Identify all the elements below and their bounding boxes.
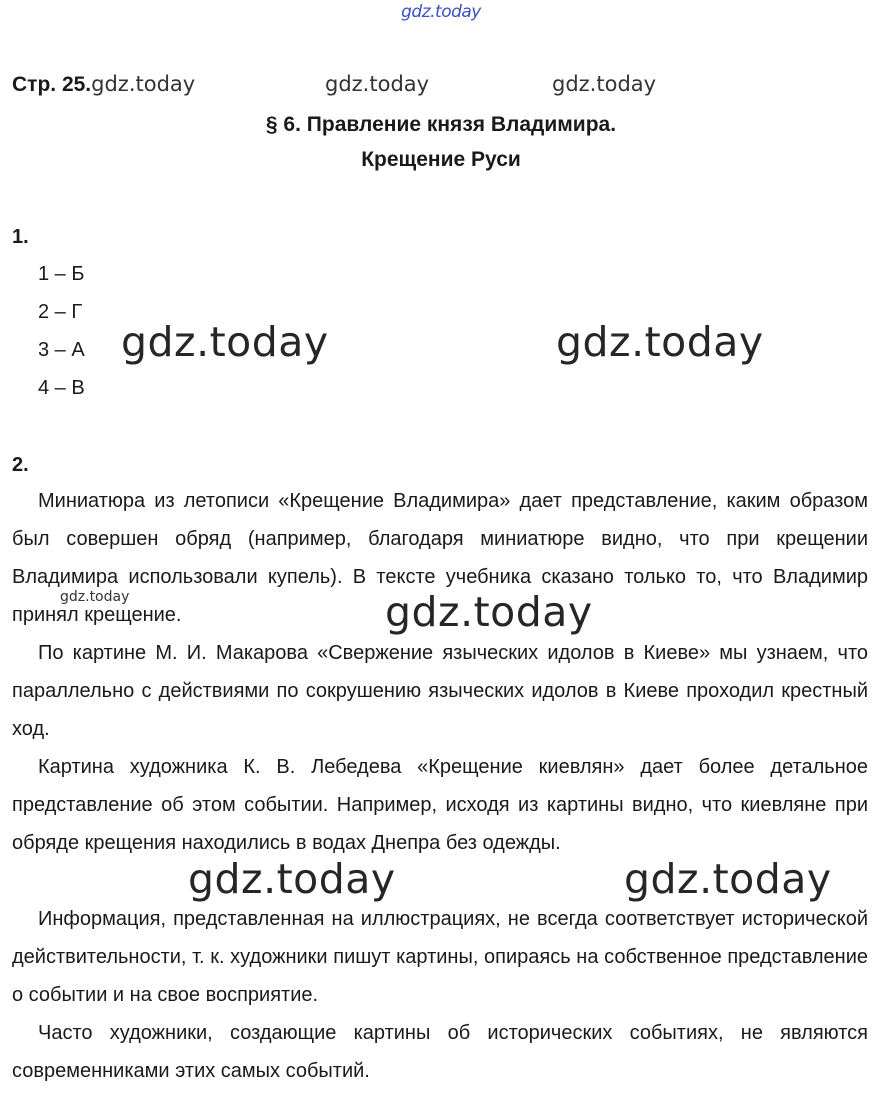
answer-item: 2 – Г xyxy=(38,301,83,323)
answer-paragraph: Информация, представленная на иллюстрациях, не всегда соответствует исторической действительности, т. к. художники пишут картины, опираясь на собственное представление о событии и на свое восприятие. xyxy=(12,908,868,1006)
answer-paragraph: Миниатюра из летописи «Крещение Владимира» дает представление, каким образом был совершен обряд (например, благодаря миниатюре видно, что при крещении Владимира использовали купель). В тексте учебника сказано только то, что Владимир принял крещение. xyxy=(12,490,868,626)
watermark-header-2: gdz.today xyxy=(325,72,430,96)
watermark-header-3: gdz.today xyxy=(552,72,657,96)
watermark-large: gdz.today xyxy=(556,318,764,366)
section-title: § 6. Правление князя Владимира. xyxy=(265,113,617,136)
watermark-large: gdz.today xyxy=(624,855,832,903)
answer-paragraph: Часто художники, создающие картины об исторических событиях, не являются современниками этих самых событий. xyxy=(12,1022,868,1082)
watermark-large: gdz.today xyxy=(385,588,593,636)
watermark-inline: gdz.today xyxy=(91,72,196,96)
answer-item: 1 – Б xyxy=(38,263,85,285)
watermark-tiny: gdz.today xyxy=(60,589,130,605)
question-2-number: 2. xyxy=(12,454,29,476)
watermark-large: gdz.today xyxy=(121,318,329,366)
answer-item: 4 – В xyxy=(38,377,85,399)
watermark-large: gdz.today xyxy=(188,855,396,903)
answer-paragraph: Картина художника К. В. Лебедева «Крещение киевлян» дает более детальное представление об этом событии. Например, исходя из картины видно, что киевляне при обряде крещения находились в водах Днепра без одежды. xyxy=(12,756,868,854)
question-1-number: 1. xyxy=(12,226,29,248)
answer-paragraph: По картине М. И. Макарова «Свержение языческих идолов в Киеве» мы узнаем, что параллельно с действиями по сокрушению языческих идолов в Киеве проходил крестный ход. xyxy=(12,642,868,740)
top-watermark: gdz.today xyxy=(401,2,481,22)
section-subtitle: Крещение Руси xyxy=(361,148,521,171)
answer-item: 3 – А xyxy=(38,339,85,361)
page-reference xyxy=(12,72,195,97)
page-ref-label: Стр. 25. xyxy=(12,73,92,96)
